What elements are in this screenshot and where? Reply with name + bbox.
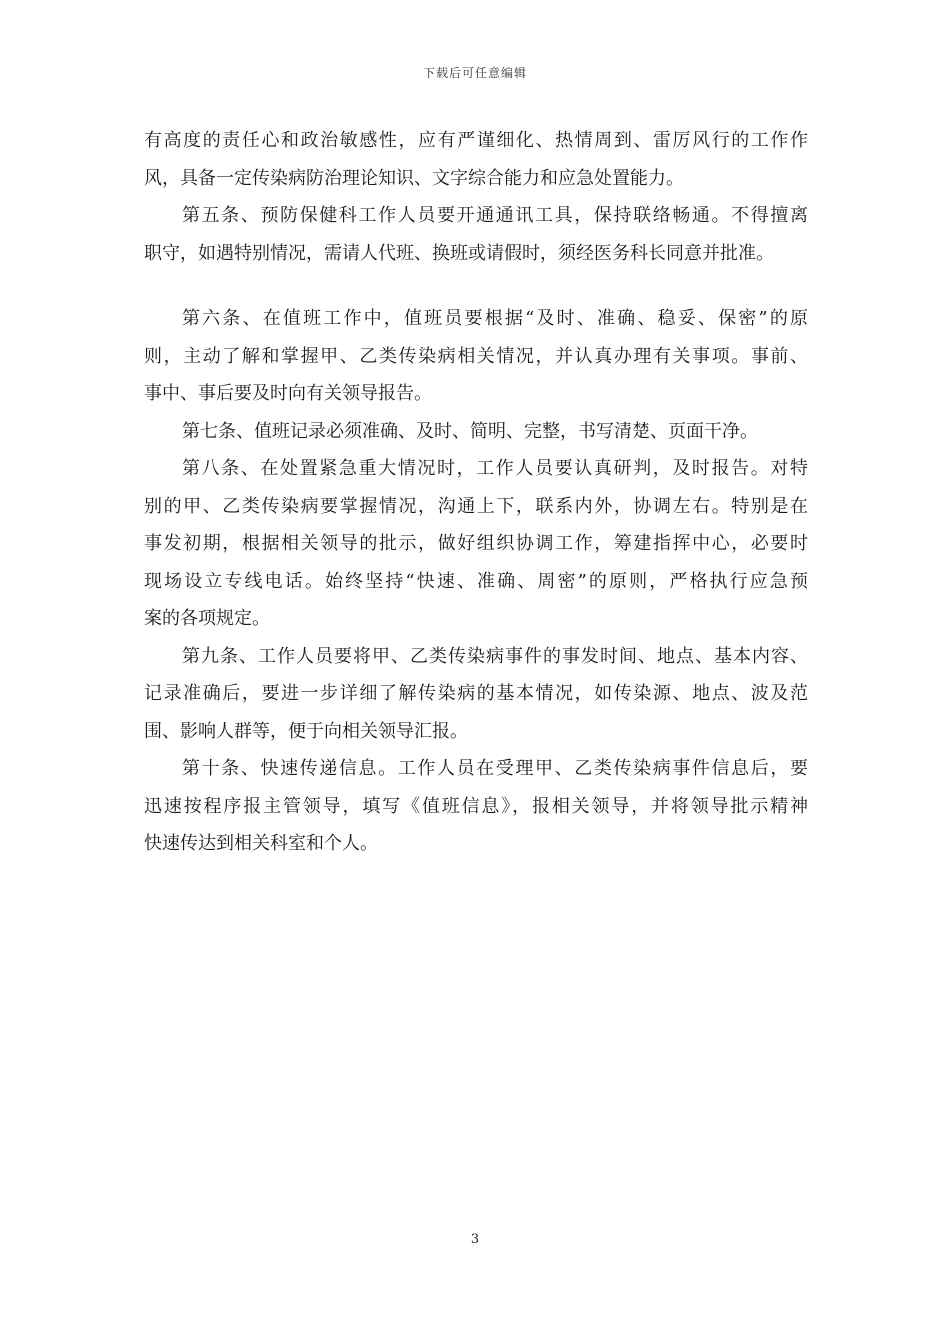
text-line: 记录准确后，要进一步详细了解传染病的基本情况，如传染源、地点、波及范 xyxy=(144,683,808,704)
text-line: 围、影响人群等，便于向相关领导汇报。 xyxy=(144,720,468,742)
text-line: 别的甲、乙类传染病要掌握情况，沟通上下，联系内外，协调左右。特别是在 xyxy=(144,495,808,517)
page-header-note: 下载后可任意编辑 xyxy=(422,66,527,80)
text-line: 第六条、在值班工作中，值班员要根据“及时、准确、稳妥、保密”的原 xyxy=(182,308,808,329)
text-line: 有高度的责任心和政治敏感性，应有严谨细化、热情周到、雷厉风行的工作作 xyxy=(144,130,808,151)
text-line: 现场设立专线电话。始终坚持“快速、准确、周密”的原则，严格执行应急预 xyxy=(144,570,808,592)
text-line: 事中、事后要及时向有关领导报告。 xyxy=(144,383,432,404)
paragraph-article-9 xyxy=(144,638,808,751)
text-line: 第五条、预防保健科工作人员要开通通讯工具，保持联络畅通。不得擅离 xyxy=(182,205,808,226)
paragraph-article-8 xyxy=(144,450,808,638)
text-line: 则，主动了解和掌握甲、乙类传染病相关情况，并认真办理有关事项。事前、 xyxy=(144,345,808,367)
document-body xyxy=(144,122,808,863)
paragraph-article-6 xyxy=(144,300,808,413)
paragraph-article-10 xyxy=(144,750,808,863)
paragraph-article-5 xyxy=(144,197,808,272)
text-line: 迅速按程序报主管领导，填写《值班信息》，报相关领导，并将领导批示精神 xyxy=(144,795,808,817)
text-line: 第九条、工作人员要将甲、乙类传染病事件的事发时间、地点、基本内容、 xyxy=(182,645,808,667)
text-line: 第八条、在处置紧急重大情况时，工作人员要认真研判，及时报告。对特 xyxy=(182,458,808,479)
paragraph-article-7 xyxy=(144,413,808,451)
text-line: 第十条、快速传递信息。工作人员在受理甲、乙类传染病事件信息后，要 xyxy=(182,758,808,779)
text-line: 职守，如遇特别情况，需请人代班、换班或请假时，须经医务科长同意并批准。 xyxy=(144,242,774,264)
text-line: 事发初期，根据相关领导的批示，做好组织协调工作，筹建指挥中心，必要时 xyxy=(144,533,808,554)
text-line: 案的各项规定。 xyxy=(144,608,270,629)
paragraph-continuation xyxy=(144,122,808,197)
paragraph-gap xyxy=(144,272,808,300)
page-number: 3 xyxy=(470,1232,480,1247)
text-line: 快速传达到相关科室和个人。 xyxy=(144,833,378,854)
text-line: 风，具备一定传染病防治理论知识、文字综合能力和应急处置能力。 xyxy=(144,167,684,189)
text-line: 第七条、值班记录必须准确、及时、简明、完整，书写清楚、页面干净。 xyxy=(182,420,758,442)
